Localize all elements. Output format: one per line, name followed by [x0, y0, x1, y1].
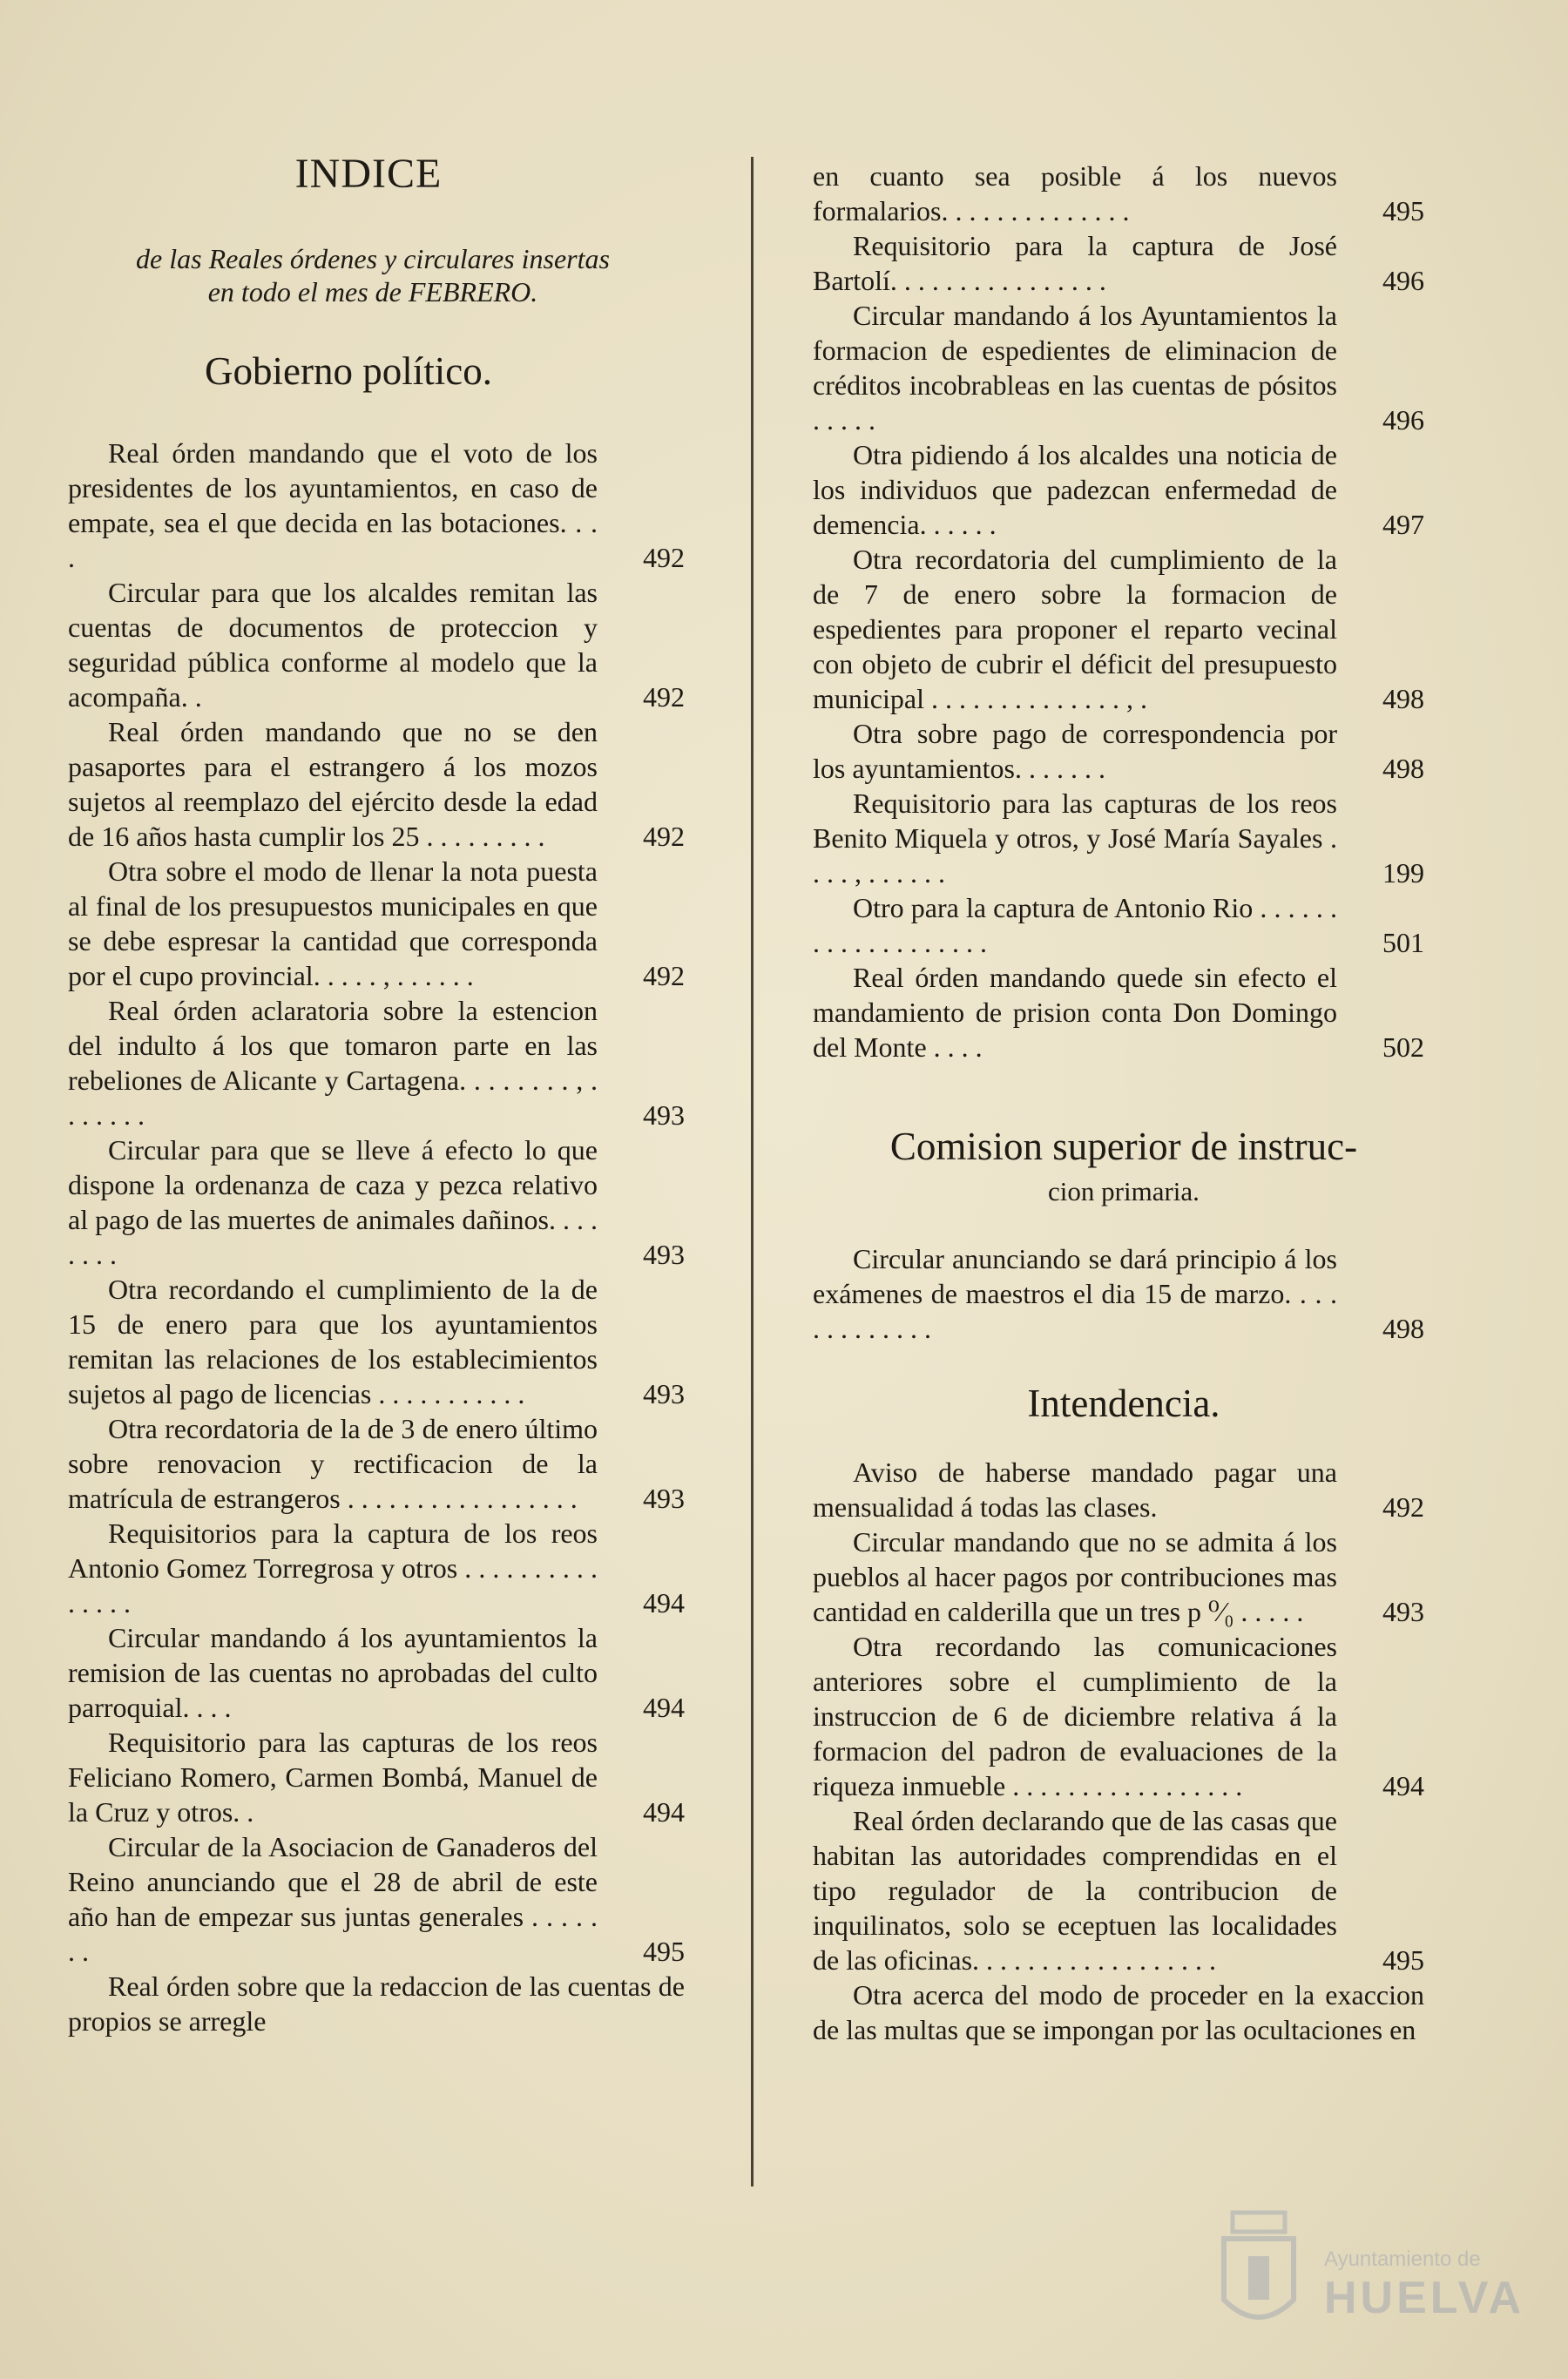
entry-page-number: 494: [643, 1587, 685, 1619]
entry-page-number: 493: [1382, 1596, 1424, 1627]
entry-page-number: 493: [643, 1099, 685, 1131]
entry-text: Circular para que los alcaldes remitan las cuentas de documentos de proteccion y seguridad pública conforme al modelo que la acompaña. .: [68, 577, 598, 713]
entry-text: Circular mandando á los ayuntamientos la remision de las cuentas no aprobadas del culto parroquial. . . .: [68, 1622, 598, 1723]
entry-text: Circular de la Asociacion de Ganaderos del Reino anunciando que el 28 de abril de este año han de empezar sus juntas generales . . . . . . .: [68, 1831, 598, 1967]
entry-text: Otra recordando el cumplimiento de la de 15 de enero para que los ayuntamientos remitan las relaciones de los establecimientos sujetos al pago de licencias . . . . . . . . . . .: [68, 1274, 598, 1409]
entry-page-number: 492: [1382, 1491, 1424, 1523]
entry-text: Otra recordatoria de la de 3 de enero último sobre renovacion y rectificacion de la matrícula de estrangeros . . . . . . . . . . . . . . . . .: [68, 1413, 598, 1514]
index-entry: [813, 1524, 1424, 1629]
index-entry: [68, 714, 685, 854]
index-entry: [813, 1977, 1424, 2047]
entry-text: Otra recordatoria del cumplimiento de la de 7 de enero sobre la formacion de espedientes para proponer el reparto vecinal con objeto de cubrir el déficit del presupuesto municipal . . . . . . . . . . . . . . , .: [813, 544, 1337, 714]
section-title-intendencia: Intendencia.: [1027, 1382, 1220, 1425]
entry-page-number: 493: [643, 1239, 685, 1270]
entry-page-number: 494: [1382, 1770, 1424, 1801]
section-title-comision-cont: cion primaria.: [1048, 1176, 1200, 1206]
right-entries-gobierno: [813, 159, 1424, 1064]
entry-page-number: 493: [643, 1378, 685, 1409]
index-entry: [813, 890, 1424, 960]
index-entry: [813, 1803, 1424, 1977]
entry-text: Otra pidiendo á los alcaldes una noticia de los individuos que padezcan enfermedad de demencia. . . . . .: [813, 439, 1337, 540]
huelva-watermark: [1206, 2204, 1525, 2352]
entry-page-number: 492: [643, 960, 685, 991]
entry-page-number: 495: [1382, 1944, 1424, 1976]
left-entries-list: [68, 436, 685, 2038]
entry-text: Otra acerca del modo de proceder en la exaccion de las multas que se impongan por las ocultaciones en: [813, 1979, 1424, 2045]
entry-page-number: 496: [1382, 265, 1424, 296]
entry-text: Otra sobre el modo de llenar la nota puesta al final de los presupuestos municipales en que se debe espresar la cantidad que corresponda por el cupo provincial. . . . . , . . . . . .: [68, 855, 598, 991]
entry-page-number: 492: [643, 821, 685, 852]
index-entry: [68, 993, 685, 1132]
entry-text: Circular mandando que no se admita á los pueblos al hacer pagos por contribuciones mas cantidad en calderilla que un tres p ⁰⁄₀ . . . . .: [813, 1526, 1337, 1627]
index-entry: [813, 298, 1424, 437]
entry-text: Circular anunciando se dará principio á los exámenes de maestros el dia 15 de marzo. . . . . . . . . . . . .: [813, 1243, 1337, 1344]
entry-page-number: 498: [1382, 753, 1424, 784]
coat-of-arms-icon: [1206, 2204, 1311, 2343]
entry-page-number: 498: [1382, 1313, 1424, 1344]
entry-text: Requisitorios para la captura de los reos Antonio Gomez Torregrosa y otros . . . . . . . . . . . . . . .: [68, 1517, 598, 1619]
entry-page-number: 501: [1382, 927, 1424, 958]
entry-page-number: 492: [643, 542, 685, 573]
index-entry: [68, 436, 685, 575]
right-entries-comision: [813, 1241, 1424, 1346]
entry-page-number: 496: [1382, 404, 1424, 436]
entry-text: Circular mandando á los Ayuntamientos la formacion de espedientes de eliminacion de créditos incobrableas en las cuentas de pósitos . . . . .: [813, 300, 1337, 436]
index-entry: [813, 1241, 1424, 1346]
index-entry: [813, 542, 1424, 716]
entry-text: en cuanto sea posible á los nuevos formalarios. . . . . . . . . . . . . .: [813, 160, 1337, 226]
index-entry: [68, 1132, 685, 1272]
index-entry: [68, 1725, 685, 1829]
entry-text: Otra sobre pago de correspondencia por los ayuntamientos. . . . . . .: [813, 718, 1337, 784]
watermark-line-1: Ayuntamiento de: [1324, 2247, 1481, 2271]
entry-text: Requisitorio para las capturas de los reos Benito Miquela y otros, y José María Sayales . . . . , . . . . . .: [813, 787, 1337, 889]
entry-page-number: 199: [1382, 857, 1424, 889]
index-entry: [68, 1620, 685, 1725]
entry-text: Aviso de haberse mandado pagar una mensualidad á todas las clases.: [813, 1456, 1337, 1523]
right-entries-intendencia: [813, 1455, 1424, 2047]
entry-page-number: 497: [1382, 509, 1424, 540]
entry-text: Requisitorio para la captura de José Bartolí. . . . . . . . . . . . . . . .: [813, 230, 1337, 296]
index-entry: [68, 1969, 685, 2038]
index-entry: [68, 1516, 685, 1620]
section-title-gobierno: Gobierno político.: [205, 349, 492, 393]
index-entry: [813, 437, 1424, 542]
subtitle-line-1: de las Reales órdenes y circulares insertas: [136, 243, 610, 274]
index-entry: [68, 1411, 685, 1516]
entry-text: Real órden mandando que no se den pasaportes para el estrangero á los mozos sujetos al reemplazo del ejército desde la edad de 16 años hasta cumplir los 25 . . . . . . . . .: [68, 716, 598, 852]
index-entry: [813, 960, 1424, 1064]
entry-text: Otra recordando las comunicaciones anteriores sobre el cumplimiento de la instruccion de 6 de diciembre relativa á la formacion del padron de evaluaciones de la riqueza inmueble . . . . . . . . . . . . . . . . .: [813, 1631, 1337, 1801]
entry-text: Real órden sobre que la redaccion de las cuentas de propios se arregle: [68, 1970, 685, 2037]
entry-page-number: 494: [643, 1692, 685, 1723]
entry-text: Real órden aclaratoria sobre la estencion del indulto á los que tomaron parte en las rebeliones de Alicante y Cartagena. . . . . . . . , . . . . . . .: [68, 995, 598, 1131]
index-entry: [68, 1829, 685, 1969]
entry-page-number: 498: [1382, 683, 1424, 714]
index-subtitle: [68, 242, 678, 308]
index-entry: [813, 1455, 1424, 1524]
section-title-comision: Comision superior de instruc-: [889, 1125, 1358, 1168]
entry-page-number: 495: [1382, 195, 1424, 226]
subtitle-line-2: en todo el mes de FEBRERO.: [207, 276, 538, 308]
index-entry: [813, 228, 1424, 298]
index-entry: [68, 575, 685, 714]
entry-page-number: 494: [643, 1796, 685, 1828]
entry-text: Real órden mandando quede sin efecto el mandamiento de prision conta Don Domingo del Monte . . . .: [813, 962, 1337, 1063]
index-entry: [68, 854, 685, 993]
entry-page-number: 502: [1382, 1031, 1424, 1063]
entry-page-number: 492: [643, 681, 685, 713]
index-entry: [813, 159, 1424, 228]
entry-text: Requisitorio para las capturas de los reos Feliciano Romero, Carmen Bombá, Manuel de la Cruz y otros. .: [68, 1727, 598, 1828]
index-entry: [813, 1629, 1424, 1803]
index-entry: [68, 1272, 685, 1411]
index-entry: [813, 716, 1424, 786]
entry-text: Otro para la captura de Antonio Rio . . . . . . . . . . . . . . . . . . .: [813, 892, 1337, 958]
entry-text: Circular para que se lleve á efecto lo que dispone la ordenanza de caza y pezca relativo al pago de las muertes de animales dañinos. . . . . . . .: [68, 1134, 598, 1270]
index-title: INDICE: [294, 151, 443, 197]
watermark-line-2: HUELVA: [1324, 2273, 1525, 2323]
index-entry: [813, 786, 1424, 890]
entry-text: Real órden declarando que de las casas que habitan las autoridades comprendidas en el tipo regulador de la contribucion de inquilinatos, solo se eceptuen las localidades de las oficinas. . . . . . . . . . . . . . . . . .: [813, 1805, 1337, 1976]
entry-page-number: 493: [643, 1483, 685, 1514]
entry-page-number: 495: [643, 1936, 685, 1967]
entry-text: Real órden mandando que el voto de los presidentes de los ayuntamientos, en caso de empate, sea el que decida en las botaciones. . . .: [68, 437, 598, 573]
column-divider: [751, 157, 754, 2186]
